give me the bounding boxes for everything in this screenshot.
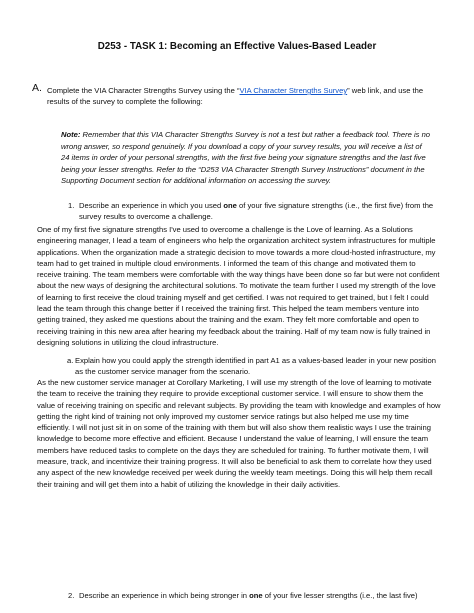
- question-1-number: 1.: [68, 201, 75, 210]
- document-title: D253 - TASK 1: Becoming an Effective Values-Based Leader: [97, 41, 377, 52]
- answer-1-paragraph: One of my first five signature strengths I've used to overcome a challenge is the Love of learning. As a Solutions engineering manager, I lead a team of engineers who help the organization architect system infrastructures for multiple applications. When the organization made a strategic decision to move towards a more cloud-hosted infrastructure, my team had to get trained in multiple cloud environments. I informed the team of this change and motivated them to receive training. The team members were comfortable with the way things have been done so far but were not confident about the new ways of designing the architectural solutions. To motivate the team further I used my strength of the love of learning to first receive the cloud training myself and get certified. I was not required to get trained, but I felt I could lead the team through this change better if I received the training first. This helped the team members venture into getting trained, they asked me questions about the training and the exam. They felt more comfortable and open to receiving training in this new area after hearing my feedback about the training. Half of my team now is fully trained in designing solutions in utilizing the cloud infrastructure.: [37, 225, 440, 347]
- question-2: [68, 590, 449, 601]
- section-a-instructions: [32, 82, 442, 108]
- question-1-emphasis: one: [223, 201, 237, 210]
- section-a-text-after: ” web link, and use the results of the survey to complete the following:: [47, 86, 424, 107]
- note-paragraph: [61, 129, 431, 187]
- via-survey-link[interactable]: VIA Character Strengths Survey: [239, 86, 348, 95]
- question-1-text-after: of your five signature strengths (i.e., the first five) from the survey results to overcome a challenge.: [79, 201, 434, 222]
- question-a-number: a.: [67, 356, 74, 365]
- question-2-emphasis: one: [249, 591, 263, 600]
- section-a-text-before: Complete the VIA Character Strengths Survey using the “: [47, 86, 240, 95]
- question-1-text-before: Describe an experience in which you used: [79, 201, 224, 210]
- question-2-text-after: of your five lesser strengths (i.e., the last five): [262, 591, 418, 600]
- question-2-text-before: Describe an experience in which being stronger in: [79, 591, 250, 600]
- question-a-text: Explain how you could apply the strength identified in part A1 as a values-based leader in your new position as the customer service manager from the scenario.: [75, 356, 436, 377]
- note-text: Remember that this VIA Character Strengths Survey is not a test but rather a feedback tool. There is no wrong answer, so respond genuinely. If you download a copy of your survey results, you will receive a list of 24 items in order of your personal strengths, with the first five being your signature strengths and the last five being your lesser strengths. Refer to the “D253 VIA Character Strength Survey Instructions” document in the Supporting Document section for additional information on accessing the survey.: [61, 130, 431, 185]
- section-a-marker: A.: [32, 82, 42, 94]
- answer-2-paragraph: As the new customer service manager at Corollary Marketing, I will use my strength of the love of learning to motivate the team to receive the training they require to provide exceptional customer service. I will ensure to show them the value of receiving training on specific and relevant subjects. By providing the team with knowledge and examples of how getting the right kind of training not only improved my customer service ratings but also helped me use my time efficiently. I will not just sit in on some of the training with them but will also show them realistic ways I use the training knowledge to become more effective and efficient. Because I understand the value of learning, I will ensure the team members have reduced tasks to complete on the days they are scheduled for training. To further motivate them, I will measure, track, and incentivize their training progress. It will also be beneficial to ask them to correlate how they used any aspect of the new knowledge received per week during the weekly team meetings. Doing this will help them recall their training and will get them into a habit of utilizing the knowledge in their daily activities.: [37, 378, 441, 489]
- question-a: [67, 355, 445, 378]
- note-label: Note:: [61, 130, 81, 139]
- question-2-number: 2.: [68, 591, 75, 600]
- question-1: [68, 200, 449, 223]
